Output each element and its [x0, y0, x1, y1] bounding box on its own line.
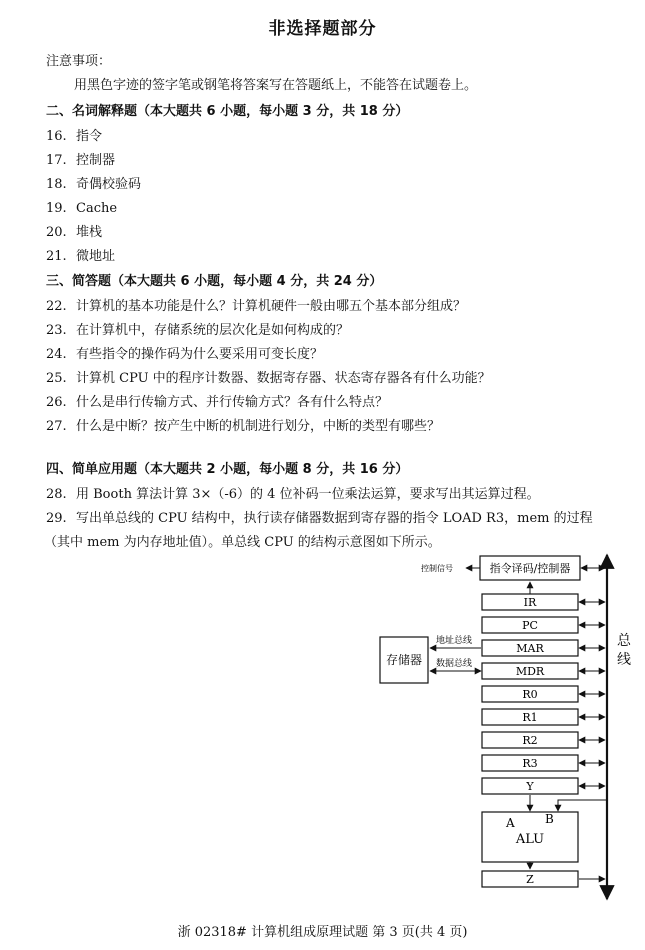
bus-label-2: 线 [617, 652, 631, 668]
question-number: 20. [46, 225, 67, 240]
register-label-ir: IR [523, 596, 537, 609]
register-label-z: Z [526, 873, 534, 886]
question-29-continued: （其中 mem 为内存地址值）。单总线 CPU 的结构示意图如下所示。 [44, 535, 441, 550]
address-bus-label: 地址总线 [436, 636, 473, 646]
question-text: 计算机 CPU 中的程序计数器、数据寄存器、状态寄存器各有什么功能？ [76, 371, 491, 386]
question-number: 27. [46, 419, 67, 434]
question-text: 写出单总线的 CPU 结构中，执行读存储器数据到寄存器的指令 LOAD R3，mem 的过程 [76, 511, 593, 526]
question-number: 17. [46, 153, 67, 168]
bus-to-alu-b-arrow [558, 800, 606, 811]
decoder-label: 指令译码/控制器 [489, 562, 571, 575]
question-text: 什么是串行传输方式、并行传输方式？各有什么特点？ [76, 395, 389, 410]
register-label-y: Y [526, 780, 534, 793]
question-text: 计算机的基本功能是什么？计算机硬件一般由哪五个基本部分组成？ [76, 299, 467, 314]
register-label-mdr: MDR [515, 665, 545, 678]
question-number: 28. [46, 487, 67, 502]
register-label-r3: R3 [522, 757, 538, 770]
alu-label: ALU [515, 832, 545, 847]
question-text: 奇偶校验码 [76, 177, 142, 192]
alu-input-b: B [545, 812, 554, 826]
register-label-r0: R0 [522, 688, 538, 701]
question-number: 26. [46, 395, 67, 410]
question-number: 16. [46, 129, 67, 144]
question-number: 22. [46, 299, 67, 314]
bus-label-1: 总 [617, 633, 631, 649]
notes-heading: 注意事项： [46, 54, 112, 69]
question-text: 微地址 [76, 249, 116, 264]
question-number: 23. [46, 323, 67, 338]
data-bus-label: 数据总线 [436, 659, 473, 669]
question-text: 用 Booth 算法计算 3×（-6）的 4 位补码一位乘法运算，要求写出其运算过程。 [76, 487, 540, 502]
alu-input-a: A [506, 816, 515, 830]
register-label-r2: R2 [522, 734, 538, 747]
notes-text: 用黑色字迹的签字笔或钢笔将答案写在答题纸上，不能答在试题卷上。 [74, 78, 478, 93]
register-stack [482, 594, 605, 794]
page-title: 非选择题部分 [268, 19, 377, 39]
question-text: 有些指令的操作码为什么要采用可变长度？ [76, 347, 324, 362]
section2-heading: 二、名词解释题（本大题共 6 小题，每小题 3 分，共 18 分） [46, 104, 409, 119]
section4-heading: 四、简单应用题（本大题共 2 小题，每小题 8 分，共 16 分） [46, 462, 409, 477]
question-text: 什么是中断？按产生中断的机制进行划分，中断的类型有哪些？ [76, 419, 441, 434]
register-label-r1: R1 [522, 711, 538, 724]
register-label-mar: MAR [516, 642, 544, 655]
question-text: 控制器 [76, 153, 116, 168]
control-signal-label: 控制信号 [421, 564, 453, 573]
question-number: 19. [46, 201, 67, 216]
question-number: 29. [46, 511, 67, 526]
register-label-pc: PC [522, 619, 538, 632]
question-text: 堆栈 [76, 225, 103, 240]
memory-label: 存储器 [385, 653, 423, 667]
question-number: 25. [46, 371, 67, 386]
question-number: 24. [46, 347, 67, 362]
question-number: 21. [46, 249, 67, 264]
question-number: 18. [46, 177, 67, 192]
question-text: 在计算机中，存储系统的层次化是如何构成的？ [76, 323, 350, 338]
page-footer: 浙 02318# 计算机组成原理试题 第 3 页(共 4 页) [177, 925, 468, 940]
question-text: Cache [76, 201, 118, 216]
question-text: 指令 [76, 129, 103, 144]
section3-heading: 三、简答题（本大题共 6 小题，每小题 4 分，共 24 分） [46, 274, 383, 289]
